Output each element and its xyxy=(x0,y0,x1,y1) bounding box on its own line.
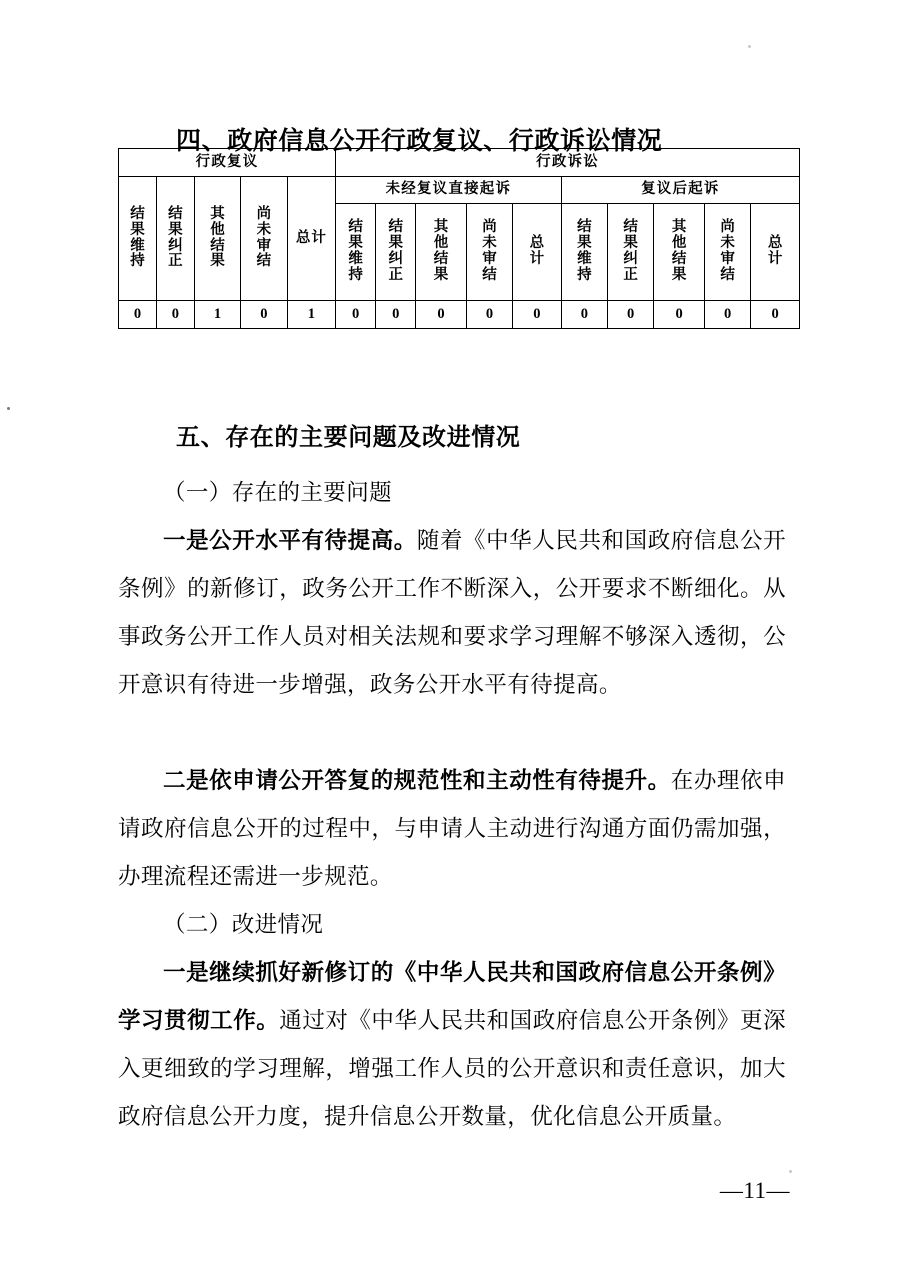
data-cell: 0 xyxy=(416,301,467,329)
label-char: 结 xyxy=(577,219,592,236)
label-char: 维 xyxy=(577,251,592,267)
vertical-label xyxy=(513,204,560,300)
label-char: 计 xyxy=(767,251,783,267)
vertical-label xyxy=(562,204,607,300)
label-char: 正 xyxy=(168,253,183,270)
label-char: 计 xyxy=(529,251,545,267)
page-number: —11— xyxy=(719,1178,790,1203)
column-header-cell xyxy=(416,204,467,301)
vertical-label xyxy=(195,177,240,300)
label-char: 果 xyxy=(671,266,687,283)
label-char: 纠 xyxy=(623,251,638,267)
data-cell: 1 xyxy=(287,301,336,329)
data-cell: 0 xyxy=(466,301,512,329)
table-row xyxy=(119,301,800,329)
data-cell: 0 xyxy=(608,301,654,329)
label-char: 未 xyxy=(256,221,272,238)
column-header-cell xyxy=(704,204,750,301)
data-cell: 0 xyxy=(704,301,750,329)
scan-speck xyxy=(789,1170,792,1173)
paragraph-problem-one xyxy=(118,517,786,709)
subsection-heading-existing-problems: （一）存在的主要问题 xyxy=(163,479,393,505)
column-header-cell xyxy=(194,177,240,301)
horizontal-label: 总计 xyxy=(295,229,327,246)
sub-header-direct-litigation: 未经复议直接起诉 xyxy=(336,177,562,204)
label-char: 审 xyxy=(482,251,497,267)
column-header-cell xyxy=(751,204,800,301)
label-char: 其 xyxy=(210,205,225,222)
label-char: 果 xyxy=(433,266,449,283)
label-char: 维 xyxy=(348,251,363,267)
label-char: 持 xyxy=(577,266,592,283)
label-char: 尚 xyxy=(482,219,497,236)
column-header-cell xyxy=(287,177,336,301)
label-char: 维 xyxy=(130,237,145,254)
label-char: 持 xyxy=(348,266,363,283)
data-cell: 0 xyxy=(513,301,561,329)
label-char: 果 xyxy=(168,221,183,238)
vertical-label xyxy=(336,204,375,300)
subsection-heading-improvements: （二）改进情况 xyxy=(163,911,324,937)
table-sub-header-row xyxy=(119,177,800,204)
vertical-label xyxy=(751,204,799,300)
label-char: 结 xyxy=(623,219,638,236)
data-cell: 0 xyxy=(654,301,705,329)
label-char: 果 xyxy=(130,221,145,238)
label-char: 纠 xyxy=(168,237,183,254)
label-char: 审 xyxy=(256,237,272,254)
vertical-label xyxy=(608,204,653,300)
data-cell: 0 xyxy=(751,301,800,329)
scan-speck xyxy=(748,45,751,48)
paragraph-body: 随着《中华人民共和国政府信息公开条例》的新修订，政务公开工作不断深入，公开要求不断细化。从事政务公开工作人员对相关法规和要求学习理解不够深入透彻，公开意识有待进一步增强，政务公开水平有待提高。 xyxy=(118,527,786,697)
label-char: 总 xyxy=(767,235,783,252)
label-char: 尚 xyxy=(256,205,272,222)
paragraph-problem-two xyxy=(118,757,786,901)
label-char: 正 xyxy=(388,266,403,283)
column-header-cell xyxy=(466,204,512,301)
column-header-cell xyxy=(654,204,705,301)
paragraph-body: 通过对《中华人民共和国政府信息公开条例》更深入更细致的学习理解，增强工作人员的公开意识和责任意识，加大政府信息公开力度，提升信息公开数量，优化信息公开质量。 xyxy=(118,1007,786,1129)
column-header-cell xyxy=(119,177,157,301)
data-cell: 0 xyxy=(376,301,416,329)
section-heading-four: 四、政府信息公开行政复议、行政诉讼情况 xyxy=(176,126,663,155)
column-header-cell xyxy=(513,204,561,301)
label-char: 果 xyxy=(623,235,638,252)
vertical-label xyxy=(157,177,194,300)
label-char: 结 xyxy=(168,205,183,222)
label-char: 果 xyxy=(348,235,363,252)
paragraph-body: 在办理依申请政府信息公开的过程中，与申请人主动进行沟通方面仍需加强，办理流程还需进一步规范。 xyxy=(118,767,786,889)
vertical-label xyxy=(416,204,466,300)
label-char: 纠 xyxy=(388,251,403,267)
label-char: 结 xyxy=(433,251,449,267)
administrative-review-litigation-table xyxy=(118,148,800,329)
group-header-administrative-review: 行政复议 xyxy=(119,149,336,177)
data-cell: 0 xyxy=(119,301,157,329)
label-char: 结 xyxy=(256,253,272,270)
vertical-label xyxy=(241,177,286,300)
column-header-cell xyxy=(376,204,416,301)
label-char: 他 xyxy=(671,235,687,252)
data-cell: 1 xyxy=(194,301,240,329)
data-cell: 0 xyxy=(241,301,287,329)
label-char: 其 xyxy=(671,219,687,236)
vertical-label xyxy=(654,204,704,300)
label-char: 结 xyxy=(210,237,225,254)
label-char: 果 xyxy=(577,235,592,252)
label-char: 总 xyxy=(529,235,545,252)
label-char: 结 xyxy=(482,266,497,283)
label-char: 他 xyxy=(433,235,449,252)
label-char: 结 xyxy=(130,205,145,222)
table-group-header-row xyxy=(119,149,800,177)
label-char: 果 xyxy=(388,235,403,252)
label-char: 结 xyxy=(348,219,363,236)
data-cell: 0 xyxy=(156,301,194,329)
paragraph-lead: 一是继续抓好新修订的《中华人民共和国政府信息公开条例》学习贯彻工作。 xyxy=(118,959,786,1033)
vertical-label xyxy=(119,177,156,300)
label-char: 果 xyxy=(210,253,225,270)
column-header-cell xyxy=(336,204,376,301)
scan-speck xyxy=(7,407,10,410)
column-header-cell xyxy=(241,177,287,301)
paragraph-lead: 二是依申请公开答复的规范性和主动性有待提升。 xyxy=(163,767,671,793)
administrative-review-litigation-table-wrapper xyxy=(118,148,800,329)
label-char: 结 xyxy=(671,251,687,267)
paragraph-lead: 一是公开水平有待提高。 xyxy=(163,527,417,553)
paragraph-improvement-one xyxy=(118,949,786,1141)
label-char: 结 xyxy=(720,266,735,283)
sub-header-post-review-litigation: 复议后起诉 xyxy=(561,177,799,204)
vertical-label xyxy=(705,204,750,300)
section-heading-five: 五、存在的主要问题及改进情况 xyxy=(176,423,521,451)
label-char: 尚 xyxy=(720,219,735,236)
group-header-administrative-litigation: 行政诉讼 xyxy=(336,149,800,177)
column-header-cell xyxy=(156,177,194,301)
label-char: 其 xyxy=(433,219,449,236)
data-cell: 0 xyxy=(336,301,376,329)
vertical-label xyxy=(376,204,415,300)
column-header-cell xyxy=(561,204,607,301)
label-char: 未 xyxy=(720,235,735,252)
label-char: 未 xyxy=(482,235,497,252)
label-char: 审 xyxy=(720,251,735,267)
vertical-label xyxy=(467,204,512,300)
label-char: 结 xyxy=(388,219,403,236)
column-header-cell xyxy=(608,204,654,301)
label-char: 持 xyxy=(130,253,145,270)
label-char: 正 xyxy=(623,266,638,283)
data-cell: 0 xyxy=(561,301,607,329)
label-char: 他 xyxy=(210,221,225,238)
